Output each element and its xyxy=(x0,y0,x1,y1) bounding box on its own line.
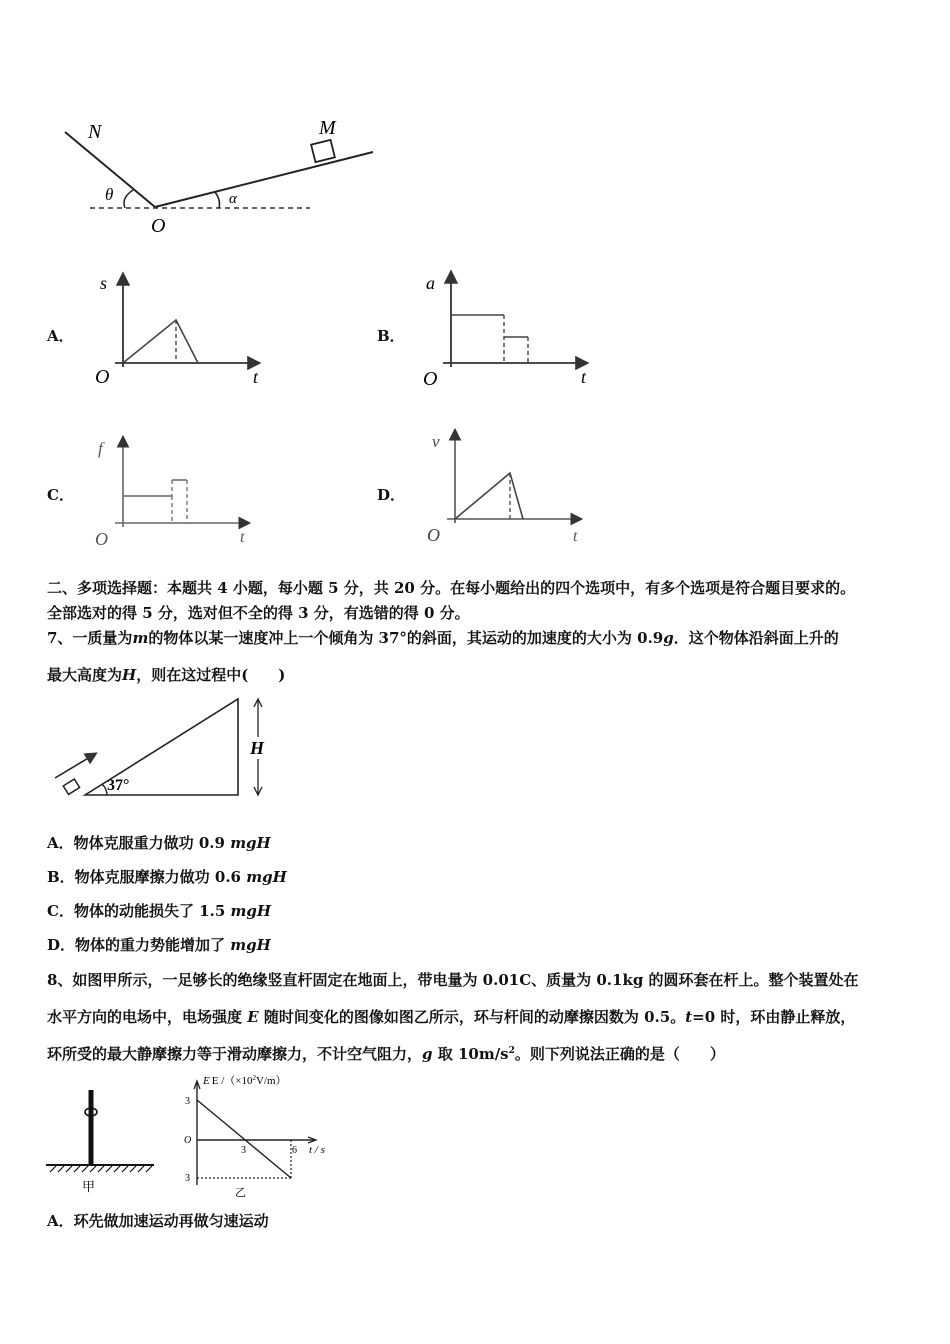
v-curve xyxy=(455,473,523,519)
label-M: M xyxy=(319,117,336,139)
label-O: O xyxy=(151,215,166,237)
option-B-label[interactable]: B． xyxy=(377,327,405,345)
theta-arc xyxy=(124,190,133,208)
option-D-label[interactable]: D． xyxy=(377,486,406,504)
section2-line1: 二、多项选择题：本题共 4 小题，每小题 5 分，共 20 分。在每小题给出的四个选项中，有多个选项是符合题目要求的。 xyxy=(47,579,856,597)
graph-A[interactable] xyxy=(90,265,270,390)
y-label: a xyxy=(426,273,435,293)
origin: O xyxy=(184,1135,192,1146)
x-label: t xyxy=(581,367,587,387)
label-N: N xyxy=(88,121,102,143)
tick-x2: 6 xyxy=(292,1145,297,1156)
origin-label: O xyxy=(95,366,110,388)
q7-slope-figure xyxy=(45,692,285,804)
q7-option-A[interactable]: A．物体克服重力做功 0.9 mgH xyxy=(47,834,271,852)
origin-label: O xyxy=(423,368,438,390)
fig-yi-graph xyxy=(175,1073,340,1200)
q7-line2: 最大高度为H，则在这过程中( ) xyxy=(47,666,286,684)
y-axis-label: E E $/(\times 10^2V/m)$ xyxy=(203,1074,287,1087)
graph-D[interactable] xyxy=(422,425,592,550)
q7-option-D[interactable]: D．物体的重力势能增加了 mgH xyxy=(47,936,271,954)
option-C-label[interactable]: C． xyxy=(47,486,74,504)
fig-jia xyxy=(44,1085,159,1195)
height-label: H xyxy=(250,738,265,758)
label-jia: 甲 xyxy=(82,1179,96,1194)
graph-C[interactable] xyxy=(90,430,260,550)
option-A-label[interactable]: A． xyxy=(47,327,74,345)
label-theta: θ xyxy=(105,185,114,204)
tick-top: 3 xyxy=(185,1096,190,1107)
q8-option-A[interactable]: A．环先做加速运动再做匀速运动 xyxy=(47,1212,269,1230)
q8-line2: 水平方向的电场中，电场强度 E 随时间变化的图像如图乙所示，环与杆间的动摩擦因数为 0.5。t=0 时，环由静止释放， xyxy=(47,1008,856,1026)
label-yi: 乙 xyxy=(235,1187,246,1199)
q8-line1: 8、如图甲所示，一足够长的绝缘竖直杆固定在地面上，带电量为 0.01C、质量为 0.1kg 的圆环套在杆上。整个装置处在 xyxy=(47,971,859,989)
incline-figure xyxy=(55,110,385,240)
y-label: f xyxy=(98,439,103,458)
x-label: t xyxy=(253,367,259,387)
E-line xyxy=(197,1100,291,1178)
graph-B[interactable] xyxy=(418,265,598,390)
angle-label: 37° xyxy=(107,777,130,794)
tick-x1: 3 xyxy=(241,1145,246,1156)
origin-label: O xyxy=(95,529,108,549)
ground-hatch xyxy=(50,1166,152,1172)
q7-line1: 7、一质量为m的物体以某一速度冲上一个倾角为 37°的斜面，其运动的加速度的大小为 0.9g．这个物体沿斜面上升的 xyxy=(47,629,839,647)
y-label: s xyxy=(100,273,108,293)
block-M xyxy=(311,140,335,162)
tick-bottom: 3 xyxy=(185,1173,190,1184)
section2-line2: 全部选对的得 5 分，选对但不全的得 3 分，有选错的得 0 分。 xyxy=(47,604,470,622)
incline-right-line xyxy=(155,152,373,207)
sliding-block xyxy=(63,779,79,794)
q7-option-C[interactable]: C．物体的动能损失了 1.5 mgH xyxy=(47,902,272,920)
origin-label: O xyxy=(427,525,440,545)
alpha-arc xyxy=(215,192,220,208)
velocity-arrow xyxy=(55,754,95,778)
q8-line3: 环所受的最大静摩擦力等于滑动摩擦力，不计空气阻力，g 取 $10m/s^2$。则下列说法正确的是（ ） xyxy=(47,1045,725,1063)
x-label: t xyxy=(573,528,578,545)
x-axis-label: t / s xyxy=(309,1144,325,1156)
x-label: t xyxy=(240,529,245,546)
y-label: v xyxy=(432,432,440,451)
s-curve xyxy=(123,320,198,363)
label-alpha: α xyxy=(229,191,237,207)
q7-option-B[interactable]: B．物体克服摩擦力做功 0.6 mgH xyxy=(47,868,287,886)
